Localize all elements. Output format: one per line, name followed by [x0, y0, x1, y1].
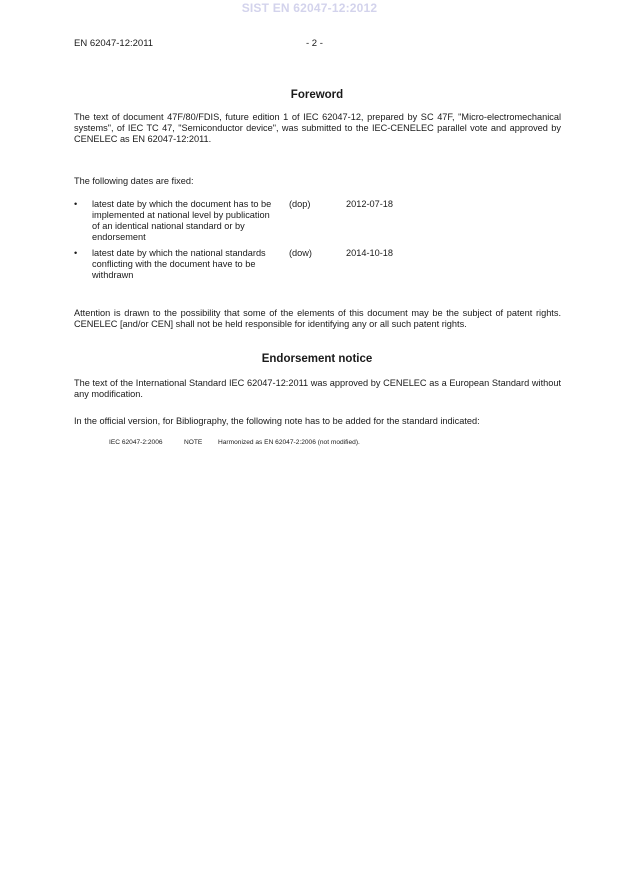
note-reference: IEC 62047-2:2006: [109, 439, 163, 446]
date-item-code: (dop): [289, 199, 311, 209]
header-document-id: EN 62047-12:2011: [74, 38, 154, 49]
header-page-number: - 2 -: [306, 38, 323, 49]
dates-intro: The following dates are fixed:: [74, 176, 194, 186]
patent-notice-paragraph: Attention is drawn to the possibility that some of the elements of this document may be the subject of patent rights. CENELEC [and/or CEN] shall not be held responsible for identifying any or all such patent rights.: [74, 308, 561, 329]
bibliography-intro: In the official version, for Bibliography, the following note has to be added for the standard indicated:: [74, 416, 480, 426]
endorsement-paragraph: The text of the International Standard IEC 62047-12:2011 was approved by CENELEC as a European Standard without any modification.: [74, 378, 561, 399]
date-item-description: latest date by which the national standards conflicting with the document have to be withdrawn: [92, 248, 266, 280]
date-item-description: latest date by which the document has to be implemented at national level by publication of an identical national standard or by endorsement: [92, 199, 272, 242]
date-item-code: (dow): [289, 248, 312, 258]
endorsement-heading: Endorsement notice: [261, 353, 373, 365]
watermark: SIST EN 62047-12:2012: [241, 1, 378, 15]
date-item-value: 2012-07-18: [346, 199, 393, 209]
bullet-icon: •: [74, 248, 78, 258]
foreword-heading: Foreword: [290, 89, 344, 101]
bullet-icon: •: [74, 199, 78, 209]
note-text: Harmonized as EN 62047-2:2006 (not modified).: [218, 439, 360, 446]
note-label: NOTE: [184, 439, 203, 446]
foreword-intro-paragraph: The text of document 47F/80/FDIS, future edition 1 of IEC 62047-12, prepared by SC 47F, "Micro-electromechanical systems", of IEC TC 47, "Semiconductor device", was submitted to the IEC-CENELEC parallel vote and approved by CENELEC as EN 62047-12:2011.: [74, 112, 561, 144]
date-item-value: 2014-10-18: [346, 248, 393, 258]
